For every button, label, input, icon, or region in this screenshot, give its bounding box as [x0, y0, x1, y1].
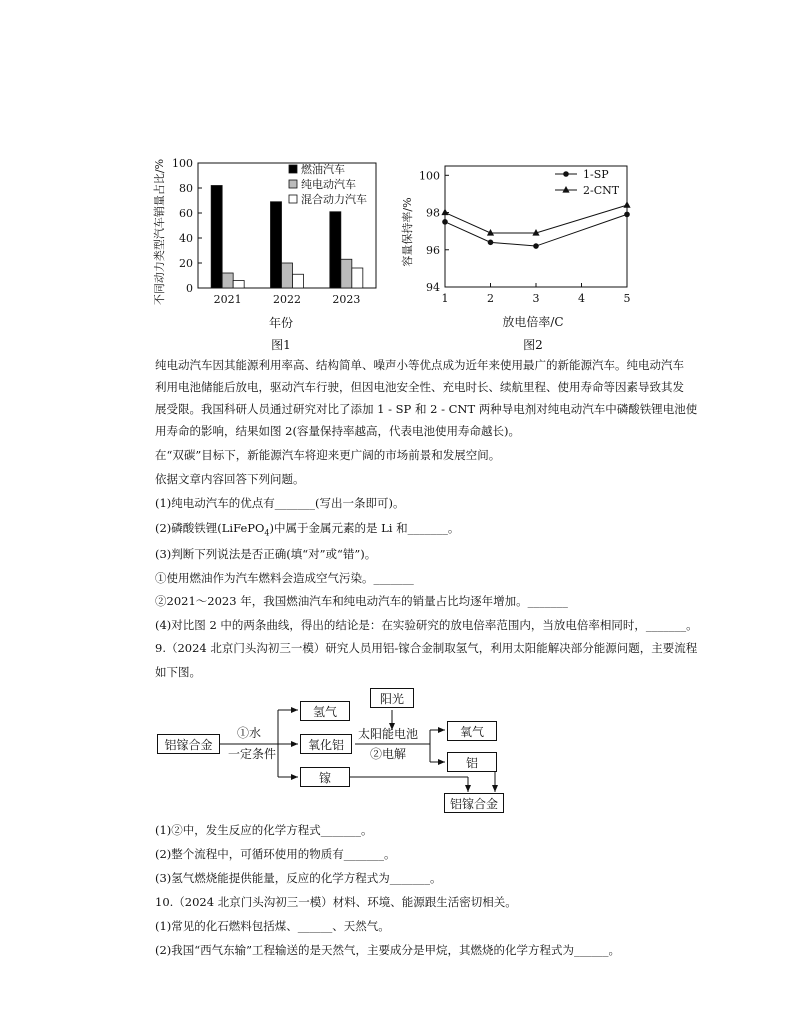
fig1-bar [271, 202, 282, 288]
paragraph-line-3: 展受限。我国科研人员通过研究对比了添加 1 - SP 和 2 - CNT 两种导电剂对纯电动汽车中磷酸铁锂电池使 [155, 402, 698, 416]
paragraph-line-1: 纯电动汽车因其能源利用率高、结构简单、噪声小等优点成为近年来使用最广的新能源汽车。纯电动汽车 [155, 358, 684, 372]
fig1-legend-label: 燃油汽车 [301, 163, 345, 176]
flow-node-aluminium: 铝 [447, 752, 497, 772]
question-10-2: (2)我国“西气东输”工程输送的是天然气，主要成分是甲烷，其燃烧的化学方程式为______。 [155, 943, 621, 957]
instruction-line: 依据文章内容回答下列问题。 [155, 472, 305, 486]
flow-step-1-label: ①水 [237, 726, 262, 740]
fig1-bar [352, 268, 363, 288]
fig1-bar [293, 274, 304, 288]
fig2-xtick-label: 2 [487, 292, 494, 305]
question-8-2 [155, 520, 459, 541]
flow-node-alumina: 氧化铝 [300, 734, 352, 754]
question-8-4: (4)对比图 2 中的两条曲线，得出的结论是：在实验研究的放电倍率范围内，当放电倍率相同时，_______。 [155, 618, 698, 632]
fig1-bar [330, 212, 341, 288]
fig2-legend-label: 1-SP [583, 168, 609, 181]
fig1-ytick-label: 60 [179, 207, 193, 220]
question-9-1: (1)②中，发生反应的化学方程式_______。 [155, 823, 373, 837]
flow-node-hydrogen-1: 氢气 [300, 701, 350, 721]
flow-node-oxygen: 氧气 [447, 721, 497, 741]
question-8-3-a: ①使用燃油作为汽车燃料会造成空气污染。_______ [155, 571, 414, 585]
flow-node-sunlight: 阳光 [370, 688, 414, 708]
fig2-xlabel: 放电倍率/C [502, 315, 564, 329]
fig2-ytick-label: 96 [426, 243, 440, 257]
fig1-ytick-label: 100 [172, 157, 193, 170]
fig2-ytick-label: 98 [426, 206, 440, 220]
fig2-point [488, 240, 494, 246]
question-10-1: (1)常见的化石燃料包括煤、______、天然气。 [155, 919, 390, 933]
fig1-xlabel: 年份 [268, 316, 294, 330]
fig2-xtick-label: 4 [578, 292, 585, 305]
flow-node-gallium: 镓 [300, 767, 350, 787]
fig1-bar [211, 186, 222, 289]
fig2-series-line [445, 205, 627, 233]
paragraph-line-5: 在“双碳”目标下，新能源汽车将迎来更广阔的市场前景和发展空间。 [155, 448, 501, 462]
paragraph-line-2: 利用电池储能后放电，驱动汽车行驶，但因电池安全性、充电时长、续航里程、使用寿命等因素导致其发 [155, 380, 684, 394]
fig1-xtick-label: 2021 [213, 293, 242, 306]
question-9-stem-1: 9.（2024 北京门头沟初三一模）研究人员用铝-镓合金制取氢气，利用太阳能解决部分能源问题，主要流程 [155, 641, 698, 655]
fig1-legend-swatch [289, 165, 297, 173]
fig2-legend-marker [562, 186, 569, 193]
fig2-xtick-label: 5 [623, 292, 631, 305]
fig2-legend-marker [563, 171, 569, 177]
fig1-legend-label: 纯电动汽车 [301, 178, 356, 191]
question-9-2: (2)整个流程中，可循环使用的物质有_______。 [155, 847, 396, 861]
flow-node-alloy-output: 铝镓合金 [444, 793, 504, 813]
fig1-xtick-label: 2023 [332, 293, 361, 306]
fig1-xtick-label: 2022 [273, 293, 301, 306]
fig1-legend-label: 混合动力汽车 [301, 193, 367, 206]
figure-1-bar-chart [150, 140, 390, 355]
fig1-ytick-label: 40 [179, 232, 193, 245]
question-8-3: (3)判断下列说法是否正确(填“对”或“错”)。 [155, 547, 377, 561]
paragraph-line-4: 用寿命的影响，结果如图 2(容量保持率越高，代表电池使用寿命越长)。 [155, 424, 520, 438]
question-8-3-b: ②2021～2023 年，我国燃油汽车和纯电动汽车的销量占比均逐年增加。_______ [155, 594, 568, 608]
fig2-ylabel: 容量保持率/% [401, 197, 414, 267]
question-10-stem: 10.（2024 北京门头沟初三一模）材料、环境、能源跟生活密切相关。 [155, 895, 517, 909]
flow-step-2-label: ②电解 [370, 747, 407, 761]
fig2-ytick-label: 100 [419, 169, 440, 183]
fig1-ytick-label: 80 [179, 182, 193, 195]
fig2-caption: 图2 [523, 338, 543, 352]
fig1-legend-swatch [289, 195, 297, 203]
question-9-stem-2: 如下图。 [155, 665, 201, 679]
question-8-1: (1)纯电动汽车的优点有_______(写出一条即可)。 [155, 496, 405, 510]
fig1-bar [233, 281, 244, 289]
fig2-xtick-label: 3 [532, 292, 540, 305]
fig2-legend-label: 2-CNT [583, 184, 620, 197]
fig1-bar [341, 259, 352, 288]
fig1-caption: 图1 [271, 338, 291, 352]
flow-step-1-condition: 一定条件 [228, 747, 277, 761]
fig1-legend-swatch [289, 180, 297, 188]
fig2-point [441, 209, 448, 216]
question-8-2-sub: 4 [264, 528, 270, 538]
fig1-bar [282, 263, 293, 288]
fig1-ytick-label: 0 [186, 282, 193, 295]
flow-step-2-device: 太阳能电池 [358, 727, 419, 741]
figure-2-line-chart [395, 140, 645, 355]
fig1-ylabel: 不同动力类型汽车销量占比/% [153, 158, 166, 306]
fig2-ytick-label: 94 [426, 281, 440, 294]
question-8-2-pre: (2)磷酸铁锂(LiFePO [155, 521, 265, 535]
fig1-ytick-label: 20 [179, 257, 193, 270]
fig1-bar [222, 273, 233, 288]
fig2-point [442, 219, 448, 225]
fig2-point [533, 243, 539, 249]
flow-node-alloy-input: 铝镓合金 [157, 734, 220, 754]
fig2-point [624, 212, 630, 218]
fig2-xtick-label: 1 [441, 292, 449, 305]
question-9-3: (3)氢气燃烧能提供能量，反应的化学方程式为_______。 [155, 871, 442, 885]
question-8-2-post: )中属于金属元素的是 Li 和_______。 [269, 521, 460, 535]
fig2-point [623, 201, 630, 208]
